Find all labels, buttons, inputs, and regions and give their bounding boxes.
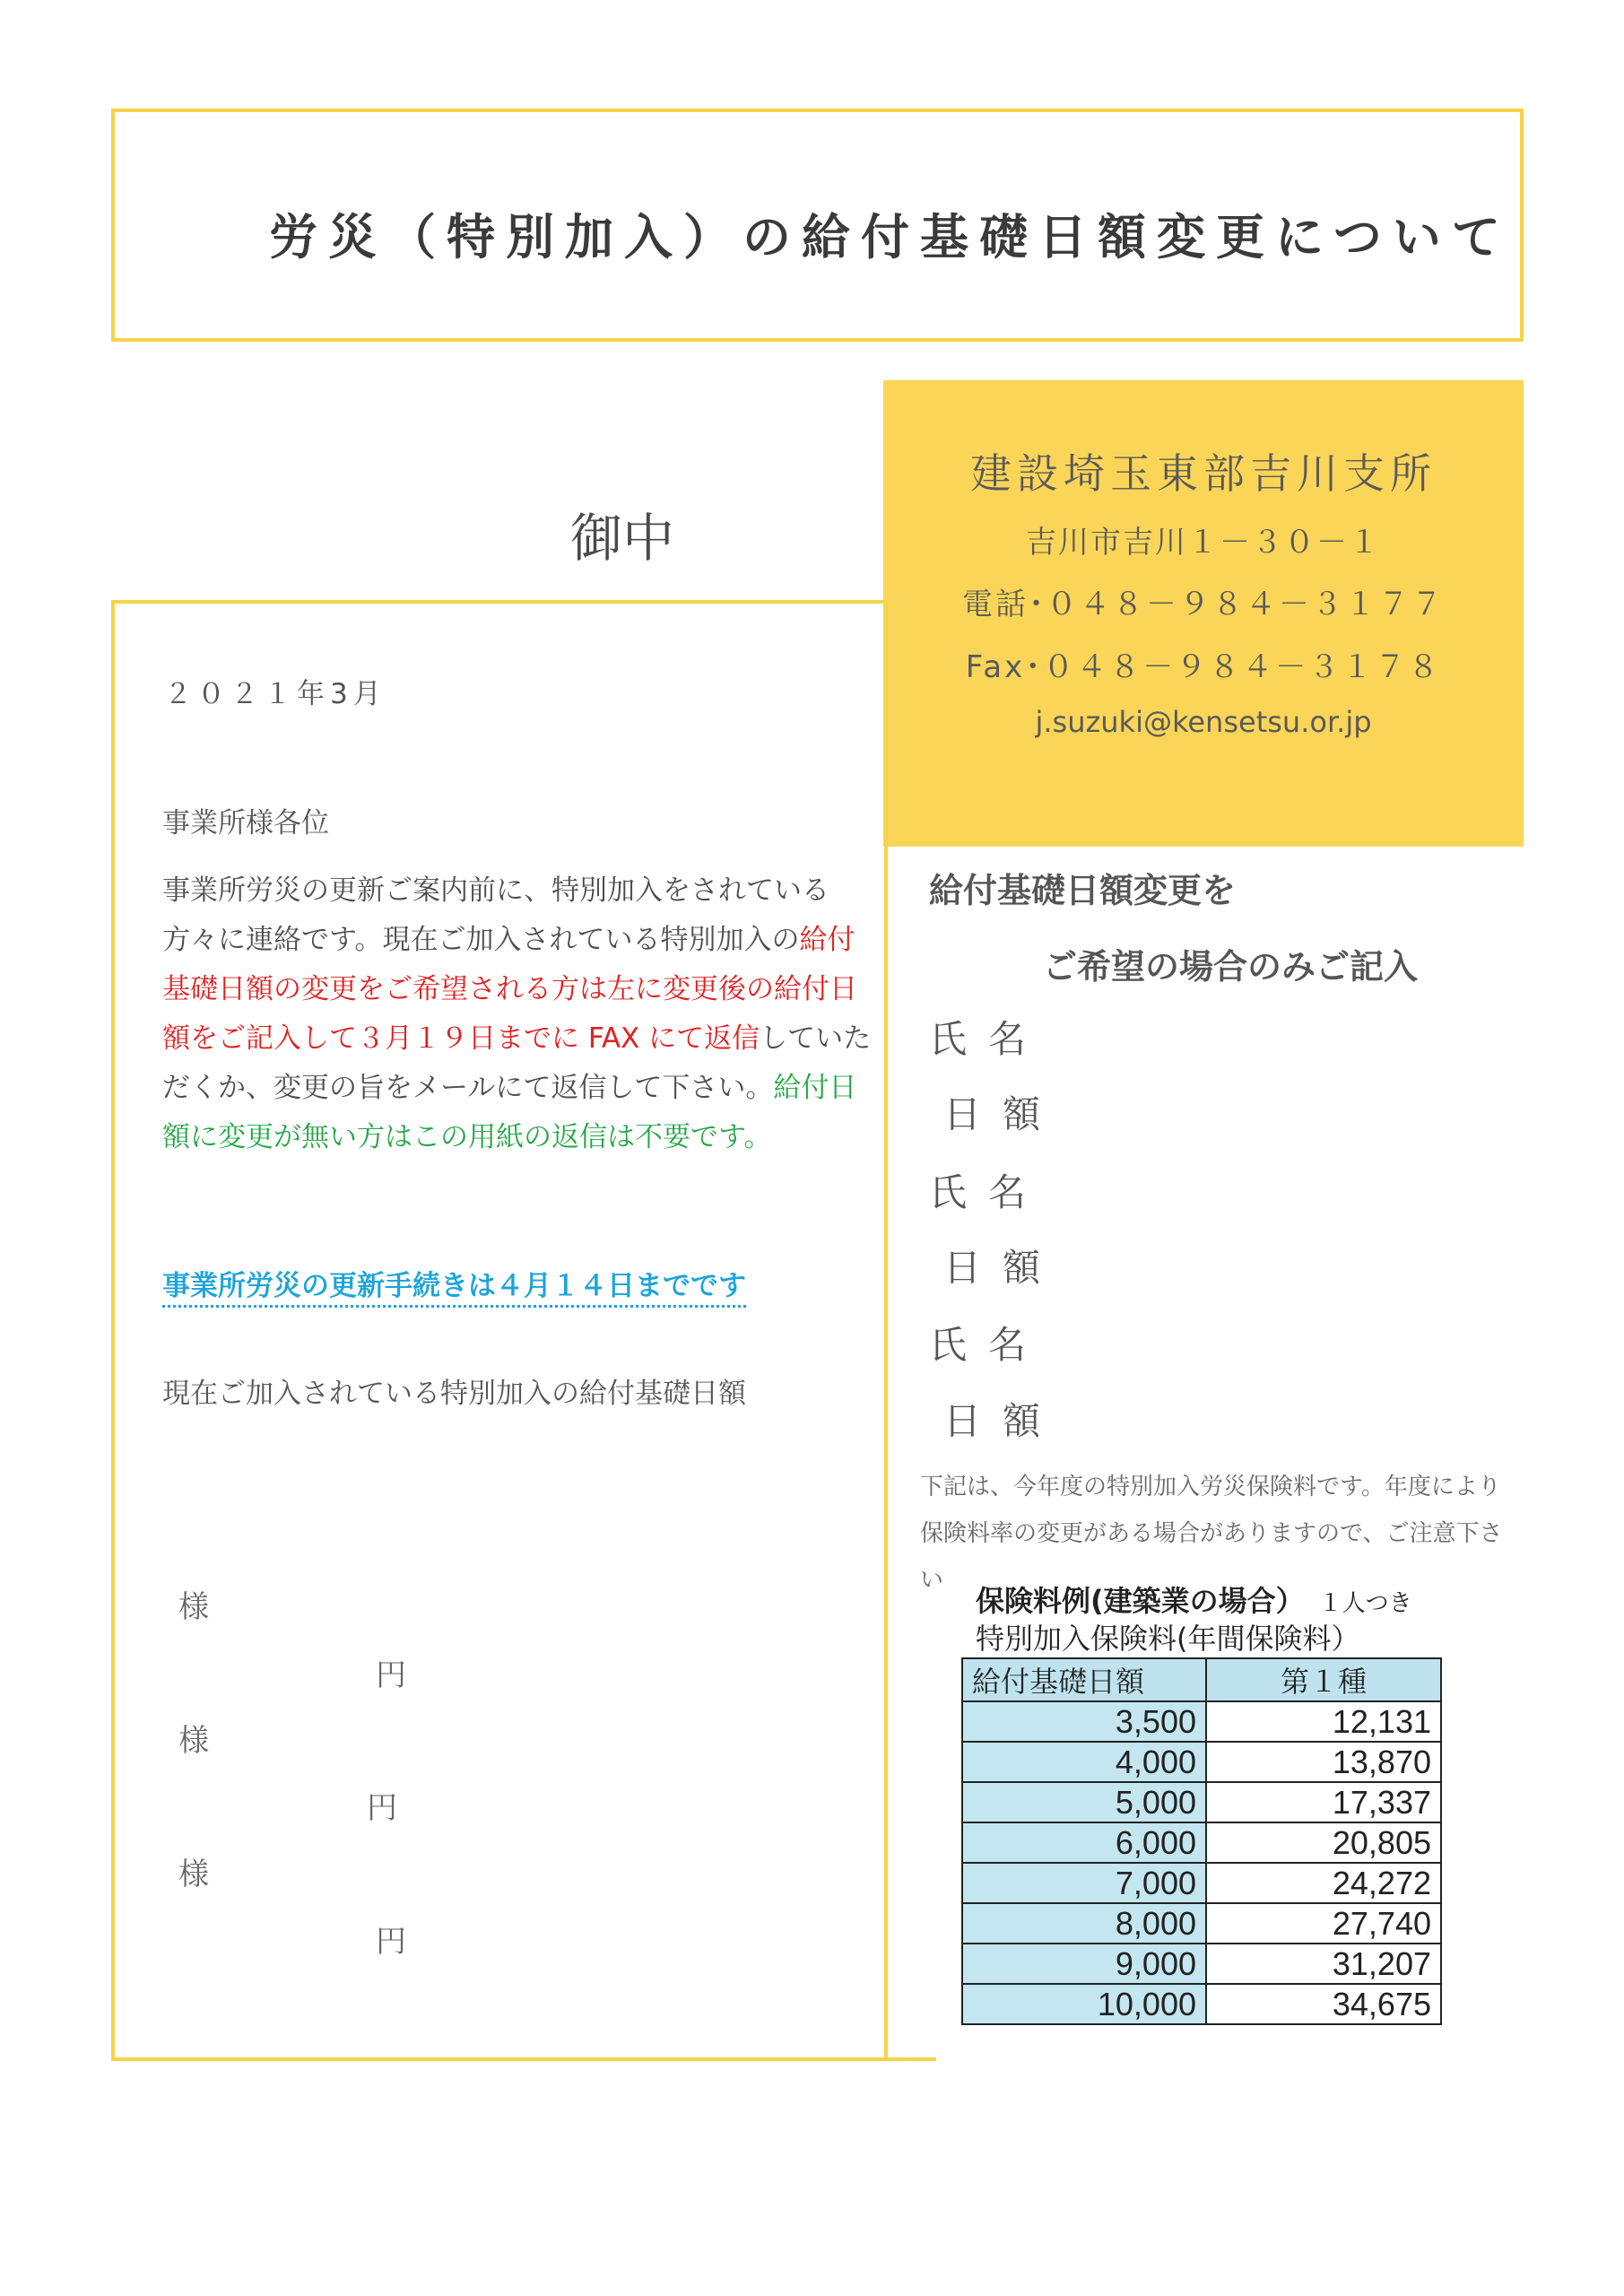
form-subheading: ご希望の場合のみご記入 bbox=[1043, 947, 1419, 987]
daily-amount-cell: 8,000 bbox=[962, 1903, 1206, 1944]
premium-cell: 13,870 bbox=[1206, 1742, 1441, 1782]
branch-phone: 電話･０４８－９８４－３１７７ bbox=[962, 587, 1445, 622]
form-heading: 給付基礎日額変更を bbox=[929, 871, 1237, 910]
yen-label-3: 円 bbox=[376, 1924, 406, 1960]
example-subtitle: 特別加入保険料(年間保険料） bbox=[976, 1622, 1360, 1656]
name-field-3[interactable]: 氏名 bbox=[929, 1323, 1048, 1367]
letter-salutation: 事業所様各位 bbox=[162, 807, 329, 839]
table-row bbox=[962, 1984, 1441, 2024]
daily-amount-cell: 6,000 bbox=[962, 1822, 1206, 1863]
table-header-class1: 第１種 bbox=[1206, 1658, 1441, 1701]
body-text: 事業所労災の更新ご案内前に、特別加入をされている方々に連絡です。現在ご加入されている特別加入の bbox=[162, 874, 829, 956]
letter-body bbox=[162, 866, 880, 1162]
sama-label-1: 様 bbox=[178, 1589, 209, 1625]
table-row bbox=[962, 1822, 1441, 1863]
body-text-green: 給付日額に変更が無い方はこの用紙の返信は不要です。 bbox=[162, 1072, 857, 1153]
branch-name: 建設埼玉東部吉川支所 bbox=[970, 449, 1437, 498]
premium-cell: 12,131 bbox=[1206, 1701, 1441, 1742]
document-title: 労災（特別加入）の給付基礎日額変更について bbox=[269, 209, 1511, 265]
yen-label-1: 円 bbox=[376, 1657, 406, 1693]
daily-amount-cell: 3,500 bbox=[962, 1701, 1206, 1742]
daily-amount-cell: 5,000 bbox=[962, 1782, 1206, 1822]
daily-amount-cell: 7,000 bbox=[962, 1863, 1206, 1903]
deadline-notice: 事業所労災の更新手続きは４月１４日までです bbox=[162, 1263, 746, 1308]
amount-field-1[interactable]: 日額 bbox=[943, 1092, 1063, 1136]
table-row bbox=[962, 1903, 1441, 1944]
contact-box bbox=[883, 380, 1524, 847]
example-title bbox=[976, 1578, 1412, 1620]
table-row bbox=[962, 1701, 1441, 1742]
premium-cell: 27,740 bbox=[1206, 1903, 1441, 1944]
daily-amount-cell: 4,000 bbox=[962, 1742, 1206, 1782]
daily-amount-cell: 10,000 bbox=[962, 1984, 1206, 2024]
premium-cell: 31,207 bbox=[1206, 1944, 1441, 1984]
table-row bbox=[962, 1863, 1441, 1903]
yen-label-2: 円 bbox=[367, 1790, 397, 1826]
table-row bbox=[962, 1742, 1441, 1782]
divider-line bbox=[111, 2057, 936, 2061]
body-text-red: 給付基礎日額の変更をご希望される方は左に変更後の給付日額をご記入して３月１９日までに FAX にて返信 bbox=[162, 924, 857, 1055]
letter-date: ２０２１年3月 bbox=[164, 678, 386, 710]
table-row bbox=[962, 1782, 1441, 1822]
premium-cell: 17,337 bbox=[1206, 1782, 1441, 1822]
premium-cell: 24,272 bbox=[1206, 1863, 1441, 1903]
premium-cell: 34,675 bbox=[1206, 1984, 1441, 2024]
name-field-1[interactable]: 氏名 bbox=[929, 1017, 1048, 1061]
table-row bbox=[962, 1944, 1441, 1984]
sama-label-3: 様 bbox=[178, 1857, 209, 1892]
branch-fax: Fax･０４８－９８４－３１７８ bbox=[965, 649, 1442, 685]
amount-field-2[interactable]: 日額 bbox=[943, 1246, 1063, 1290]
daily-amount-cell: 9,000 bbox=[962, 1944, 1206, 1984]
table-header-amount: 給付基礎日額 bbox=[962, 1658, 1206, 1701]
premium-table bbox=[961, 1657, 1442, 2025]
branch-email: j.suzuki@kensetsu.or.jp bbox=[1035, 705, 1372, 739]
example-title-text: 保険料例(建築業の場合） bbox=[976, 1584, 1305, 1618]
amount-field-3[interactable]: 日額 bbox=[943, 1399, 1063, 1443]
name-field-2[interactable]: 氏名 bbox=[929, 1170, 1048, 1214]
sama-label-2: 様 bbox=[178, 1723, 209, 1759]
premium-notice: 下記は、今年度の特別加入労災保険料です。年度により保険料率の変更がある場合がありますので、ご注意下さい bbox=[920, 1474, 1503, 1594]
body-text-2: していただくか、変更の旨をメールにて返信して下さい。 bbox=[162, 1022, 872, 1104]
premium-cell: 20,805 bbox=[1206, 1822, 1441, 1863]
example-unit: １人つき bbox=[1318, 1590, 1412, 1617]
current-amount-label: 現在ご加入されている特別加入の給付基礎日額 bbox=[162, 1378, 746, 1410]
table-header-row bbox=[962, 1658, 1441, 1701]
onchu-label: 御中 bbox=[570, 508, 675, 569]
branch-address: 吉川市吉川１－３０－１ bbox=[1026, 525, 1381, 561]
